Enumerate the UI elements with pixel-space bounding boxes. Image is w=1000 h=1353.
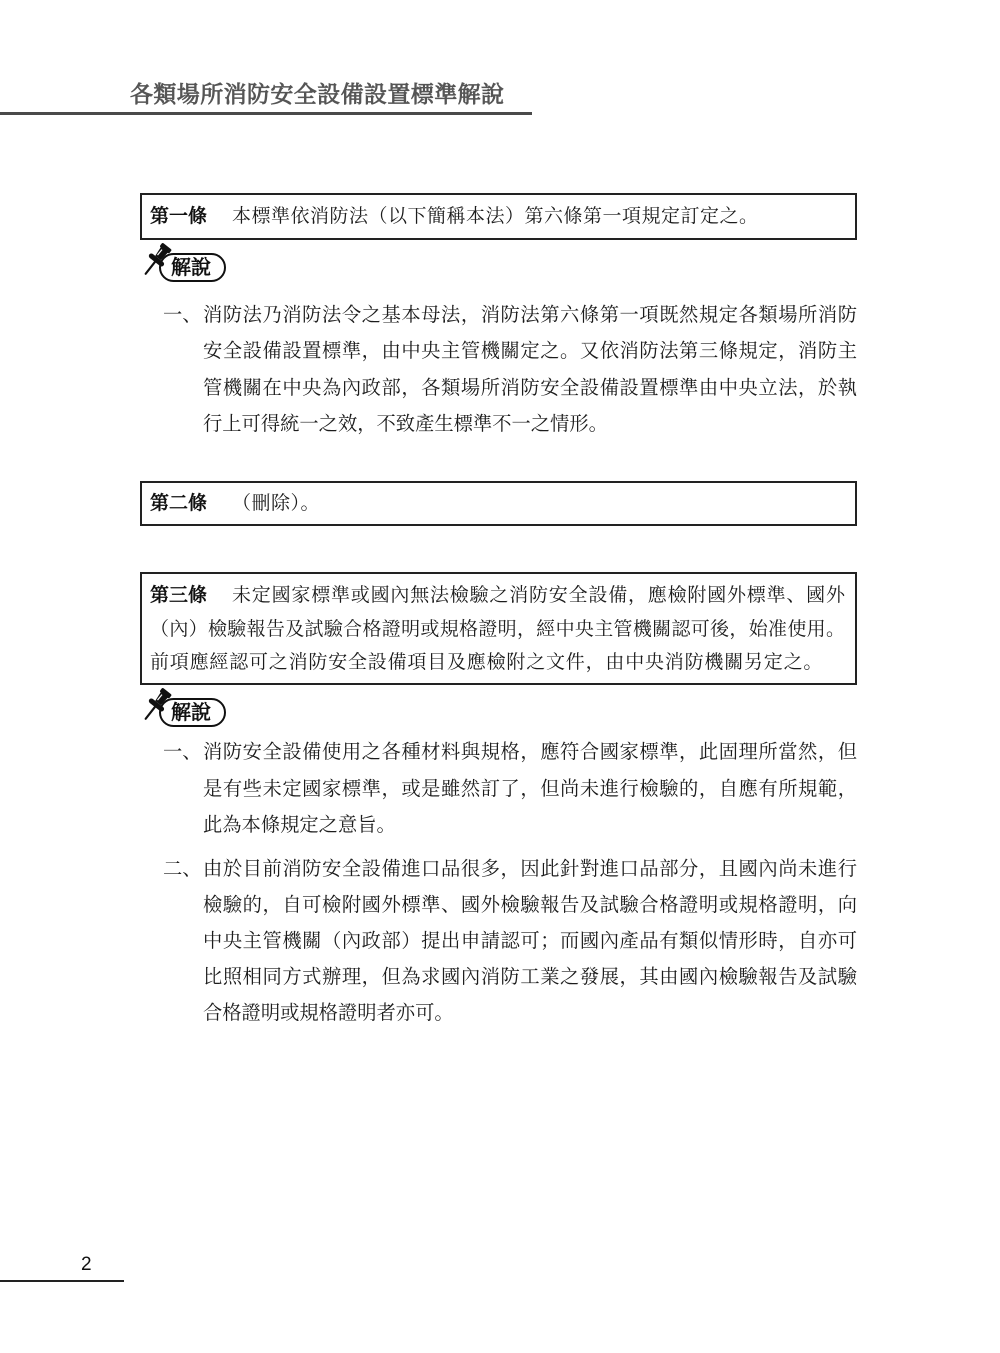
article-1-box <box>140 193 857 240</box>
running-header-title: 各類場所消防安全設備設置標準解說 <box>130 81 505 108</box>
article-2-text: （刪除）。 <box>232 492 321 514</box>
paragraph-line: 行上可得統一之效，不致產生標準不一之情形。 <box>203 411 608 435</box>
commentary-item <box>163 734 857 844</box>
paragraph-line: 管機關在中央為內政部，各類場所消防安全設備設置標準由中央立法，於執 <box>203 375 857 399</box>
article-2-label: 第二條 <box>150 492 208 514</box>
article-2-row <box>150 483 845 524</box>
footer-rule <box>0 1280 124 1282</box>
item-marker: 一、 <box>163 740 202 763</box>
commentary-item <box>163 851 857 1031</box>
header-rule <box>0 112 532 115</box>
article-1-text: 本標準依消防法（以下簡稱本法）第六條第一項規定訂定之。 <box>232 205 759 227</box>
paragraph-line: 消防安全設備使用之各種材料與規格，應符合國家標準，此固理所當然，但 <box>203 740 857 763</box>
article-3-row <box>150 579 845 613</box>
paragraph-line: 檢驗的，自可檢附國外標準、國外檢驗報告及試驗合格證明或規格證明，向 <box>203 893 857 916</box>
commentary-label: 解說 <box>171 700 211 724</box>
article-2-box <box>140 481 857 526</box>
pushpin-icon <box>143 685 173 725</box>
paragraph-line: 合格證明或規格證明者亦可。 <box>203 1001 454 1024</box>
paragraph-line: 由於目前消防安全設備進口品很多，因此針對進口品部分，且國內尚未進行 <box>203 857 857 880</box>
paragraph-line: 是有些未定國家標準，或是雖然訂了，但尚未進行檢驗的，自應有所規範， <box>203 776 857 800</box>
paragraph-line: 安全設備設置標準，由中央主管機關定之。又依消防法第三條規定，消防主 <box>203 339 857 363</box>
commentary-badge <box>143 240 233 286</box>
article-3-text-line: 未定國家標準或國內無法檢驗之消防安全設備，應檢附國外標準、國外 <box>232 584 845 606</box>
paragraph-line: 消防法乃消防法令之基本母法，消防法第六條第一項既然規定各類場所消防 <box>203 303 857 326</box>
item-marker: 一、 <box>163 303 202 326</box>
article-3-text-line: 前項應經認可之消防安全設備項目及應檢附之文件，由中央消防機關另定之。 <box>150 651 824 673</box>
commentary-label: 解說 <box>171 255 211 279</box>
pushpin-icon <box>143 240 173 280</box>
item-marker: 二、 <box>163 857 202 880</box>
article-3-label: 第三條 <box>150 584 208 606</box>
article-1-row <box>150 195 845 238</box>
article-3-box <box>140 572 857 685</box>
paragraph-line: 比照相同方式辦理，但為求國內消防工業之發展，其由國內檢驗報告及試驗 <box>203 965 857 988</box>
commentary-item <box>163 297 857 442</box>
article-3-text-line: （內）檢驗報告及試驗合格證明或規格證明，經中央主管機關認可後，始准使用。 <box>150 617 845 640</box>
paragraph-line: 中央主管機關（內政部）提出申請認可；而國內產品有類似情形時，自亦可 <box>203 929 857 952</box>
page-number: 2 <box>81 1254 92 1275</box>
paragraph-line: 此為本條規定之意旨。 <box>203 813 396 836</box>
commentary-badge <box>143 685 233 731</box>
article-1-label: 第一條 <box>150 205 208 227</box>
